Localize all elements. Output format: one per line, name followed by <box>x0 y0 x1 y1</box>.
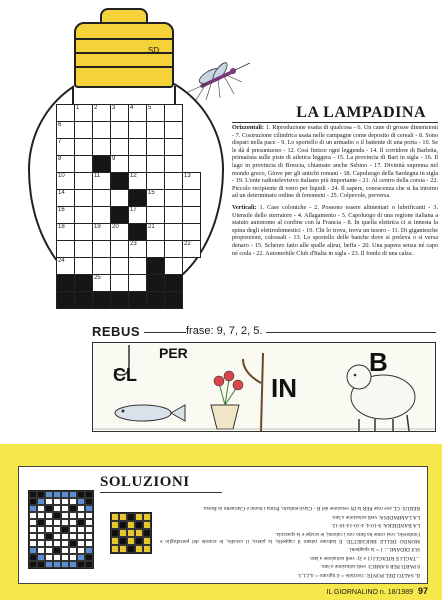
grid-cell[interactable] <box>165 105 183 122</box>
grid-cell[interactable] <box>75 241 93 258</box>
clues-column <box>232 124 438 261</box>
rebus-letters-per: PER <box>159 345 188 361</box>
grid-cell[interactable]: 19 <box>93 224 111 241</box>
grid-cell[interactable]: 20 <box>111 224 129 241</box>
grid-cell[interactable]: 3 <box>111 105 129 122</box>
black-cell <box>111 173 129 190</box>
rebus-letter-b: B <box>369 347 388 377</box>
grid-cell[interactable] <box>57 105 75 122</box>
black-cell <box>129 292 147 309</box>
grid-cell[interactable] <box>75 156 93 173</box>
rebus-picture <box>92 342 436 432</box>
grid-cell[interactable] <box>183 190 201 207</box>
grid-cell[interactable]: 12 <box>129 173 147 190</box>
grid-cell[interactable] <box>147 173 165 190</box>
solution-line: MONDO DELLE BRIGHETTE: Il ladrone rubato il cappello, la pietra, il cavallo, le scatole del portafoglio e l'ombrello, così come ha fatto con i calzoni, le scarpe e la spazzola. <box>160 531 420 544</box>
grid-cell[interactable]: 23 <box>129 241 147 258</box>
grid-cell[interactable] <box>93 241 111 258</box>
grid-cell[interactable] <box>147 241 165 258</box>
grid-cell[interactable] <box>93 207 111 224</box>
grid-cell[interactable] <box>75 139 93 156</box>
grid-cell[interactable]: 8 <box>57 156 75 173</box>
vertical-clues-text: 1. Case coloniche - 2. Possono essere alimentari o lubrificanti - 3. Utensile dello sterratore - 4. Allagamento - 5. Capoluogo di una regione italiana a statuto autonomo al confine con la Francia - 8. In quella elettrica ci si innesta la spina degli elettrodomestici - 10. Chi lo trova, trova un tesoro - 11. Di giganteschе proporzioni, colossali - 13. Lo sportello delle banche dove si preleva o si versa denaro - 15. Scherzo fatto alle spalle altrui, beffa - 20. Una papera senza né capo né coda - 22. Automobile Club d'Italia in sigla - 23. Il fondo di una calza. <box>232 203 438 257</box>
grid-cell[interactable] <box>147 139 165 156</box>
solution-grid-large <box>28 490 94 569</box>
solution-line: LA LAMPADINA: vedi soluzione a lato. <box>331 513 420 520</box>
grid-cell[interactable] <box>111 241 129 258</box>
solution-line: IL SALTO DEL PONTE: l'orribile = il tigrotto = 4,2,1,3. <box>297 572 420 578</box>
black-cell <box>111 292 129 309</box>
grid-cell[interactable]: 2 <box>93 105 111 122</box>
rebus-header <box>92 324 436 340</box>
grid-cell[interactable] <box>183 224 201 241</box>
horizontal-clues-text: 1. Riproduzione esatta di qualcosa - 6. Un cane di grosse dimensioni - 7. Costruzione cilindrica usata nelle campagne come deposito di cereali - 8. Sono dispari nella pace - 9. Lo sportello di un armadio o il battente di una porta - 10. Se le dà il presuntuoso - 12. Così finisce ogni leggenda - 14. Il corridore di Barletta, primatista sulle piste di atletica leggera - 15. La provincia di Bari in sigla - 16. Il lago in provincia di Brescia, chiamato anche Sebino - 17. Divinità suprema nel mondo greco, Giove per gli antichi romani - 18. Capoluogo della Sardegna in sigla - 19. L'ente radiotelevisivo italiano più importante - 21. Al centro della corsia - 22. Piccolo recipiente di vetro per liquidi - 24. Il sapere, conoscenza che si ha intorno ad un determinato ordine di fenomeni - 25. Colpevole, perversa. <box>232 124 439 200</box>
grid-cell[interactable] <box>57 241 75 258</box>
grid-cell[interactable] <box>75 190 93 207</box>
solution-line: REBUS: CL ave rose PER la IN venzione del B - Clavicembalo, Prima i buoni e Clarinetto in Borsa. <box>202 505 420 512</box>
grid-cell[interactable] <box>75 122 93 139</box>
grid-cell[interactable]: 6 <box>57 122 75 139</box>
lightbulb-neck <box>72 86 176 106</box>
grid-cell[interactable] <box>165 173 183 190</box>
black-cell <box>111 207 129 224</box>
grid-cell[interactable] <box>129 275 147 292</box>
solutions-rule <box>100 492 222 493</box>
grid-cell[interactable] <box>147 207 165 224</box>
grid-cell[interactable] <box>93 139 111 156</box>
grid-cell[interactable] <box>147 156 165 173</box>
grid-cell[interactable] <box>165 156 183 173</box>
grid-cell[interactable] <box>93 122 111 139</box>
solution-line: 8 PARTI PER 8 AMICI: vedi soluzione a lato. <box>320 563 420 570</box>
black-cell <box>147 275 165 292</box>
grid-cell[interactable]: 7 <box>57 139 75 156</box>
solution-line: LA BANDIERA: 8-10-4, 4-10-14-16-12. <box>331 522 420 529</box>
grid-cell[interactable]: 5 <box>147 105 165 122</box>
black-cell <box>147 258 165 275</box>
black-cell <box>165 275 183 292</box>
grid-cell[interactable] <box>111 122 129 139</box>
vertical-label: Verticali: <box>232 203 257 211</box>
grid-cell[interactable] <box>75 224 93 241</box>
black-cell <box>75 275 93 292</box>
lightbulb-cap <box>100 8 148 24</box>
grid-cell[interactable] <box>183 207 201 224</box>
grid-cell[interactable] <box>129 258 147 275</box>
horizontal-label: Orizzontali: <box>232 124 264 131</box>
black-cell <box>129 224 147 241</box>
grid-cell[interactable]: 10 <box>57 173 75 190</box>
grid-cell[interactable]: 13 <box>183 173 201 190</box>
grid-cell[interactable]: 22 <box>183 241 201 258</box>
grid-cell[interactable] <box>165 122 183 139</box>
black-cell <box>93 292 111 309</box>
vertical-clues <box>232 204 438 257</box>
grid-cell[interactable]: 14 <box>57 190 75 207</box>
crossword-grid <box>56 104 183 309</box>
grid-cell[interactable]: 18 <box>57 224 75 241</box>
grid-cell[interactable] <box>111 275 129 292</box>
grid-cell[interactable]: 15 <box>147 190 165 207</box>
grid-cell[interactable]: 24 <box>57 258 75 275</box>
grid-cell[interactable] <box>75 207 93 224</box>
grid-cell[interactable] <box>75 173 93 190</box>
grid-cell[interactable] <box>165 224 183 241</box>
grid-cell[interactable] <box>111 139 129 156</box>
grid-cell[interactable] <box>165 139 183 156</box>
black-cell <box>147 292 165 309</box>
rebus-letters-cl: CL <box>113 365 137 385</box>
puzzle-title-bar <box>232 104 438 123</box>
grid-cell[interactable] <box>111 258 129 275</box>
solution-line: ...TAGLI E RITAGLI (1 e 2): vedi soluzione a lato. <box>309 554 420 561</box>
rebus-frase: frase: 9, 7, 2, 5. <box>186 325 266 337</box>
grid-cell[interactable]: 11 <box>93 173 111 190</box>
mosquito-illustration <box>176 48 256 108</box>
rebus-label: REBUS <box>92 324 144 339</box>
grid-cell[interactable] <box>75 258 93 275</box>
grid-cell[interactable] <box>93 190 111 207</box>
grid-cell[interactable]: 16 <box>57 207 75 224</box>
grid-cell[interactable] <box>111 190 129 207</box>
black-cell <box>129 190 147 207</box>
grid-cell[interactable]: 17 <box>129 207 147 224</box>
grid-cell[interactable] <box>165 207 183 224</box>
footer-source: IL GIORNALINO n. 18/1989 <box>326 589 414 596</box>
grid-cell[interactable] <box>129 122 147 139</box>
grid-cell[interactable] <box>147 122 165 139</box>
grid-cell[interactable]: 25 <box>93 275 111 292</box>
grid-cell[interactable]: 21 <box>147 224 165 241</box>
grid-cell[interactable] <box>165 190 183 207</box>
solutions-text-upside-down <box>160 500 420 578</box>
grid-cell[interactable]: 4 <box>129 105 147 122</box>
black-cell <box>57 292 75 309</box>
black-cell <box>57 275 75 292</box>
grid-cell[interactable]: 1 <box>75 105 93 122</box>
horizontal-clues <box>232 124 438 200</box>
black-cell <box>75 292 93 309</box>
crossword-grid-extension <box>182 223 201 258</box>
page-footer <box>327 586 428 596</box>
black-cell <box>165 292 183 309</box>
solution-grid-small <box>110 512 152 554</box>
crossword-grid-extension <box>182 172 201 224</box>
lightbulb-screw-base <box>74 22 174 88</box>
grid-cell[interactable] <box>93 258 111 275</box>
grid-cell[interactable] <box>129 156 147 173</box>
grid-cell[interactable] <box>129 139 147 156</box>
grid-cell[interactable]: 9 <box>111 156 129 173</box>
grid-cell[interactable] <box>165 258 183 275</box>
solutions-title: SOLUZIONI <box>100 474 190 490</box>
puzzle-title: LA LAMPADINA <box>296 104 426 121</box>
grid-cell[interactable] <box>165 241 183 258</box>
artist-signature: SD <box>148 46 160 55</box>
rebus-letters-in: IN <box>271 373 297 403</box>
page-number: 97 <box>417 586 428 596</box>
black-cell <box>93 156 111 173</box>
solution-line: SUI DIDAMI...: 1 = la spaghetti. <box>348 546 420 553</box>
